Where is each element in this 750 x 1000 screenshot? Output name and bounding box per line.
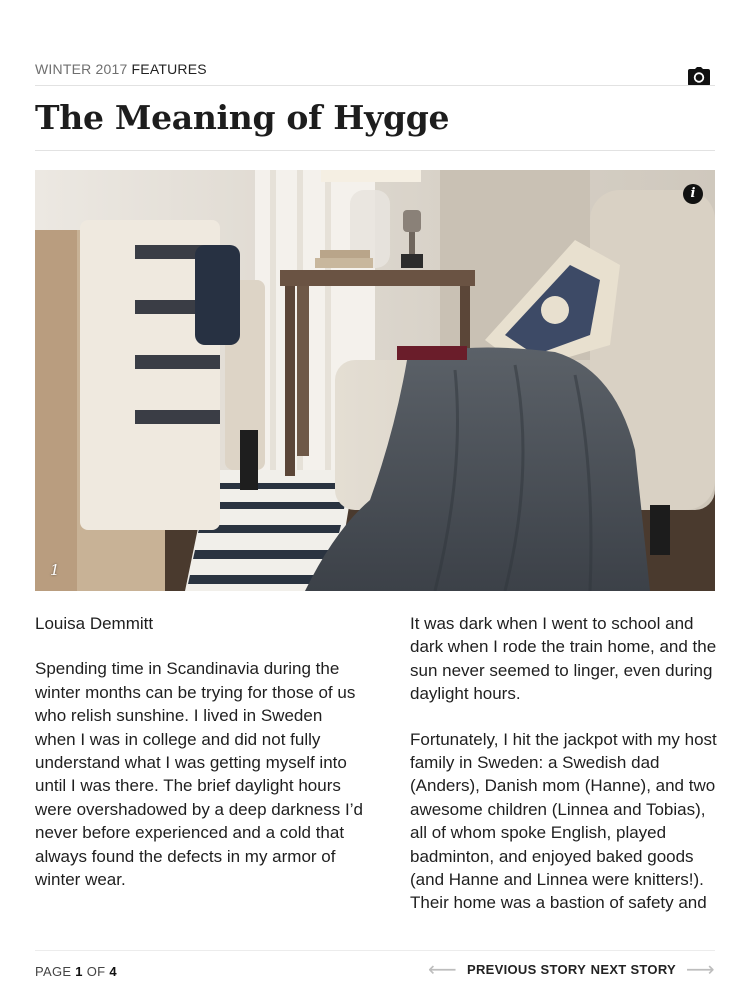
arrow-right-icon: ⟶ bbox=[686, 958, 715, 981]
living-room-illustration bbox=[35, 170, 715, 591]
next-story-button[interactable] bbox=[590, 958, 715, 981]
page-of: OF bbox=[86, 964, 106, 979]
article-photo[interactable] bbox=[35, 170, 715, 591]
page-indicator bbox=[35, 964, 117, 979]
photo-number: 1 bbox=[50, 561, 60, 579]
page-current: 1 bbox=[75, 964, 83, 979]
body-paragraph: Spending time in Scandinavia during the winter months can be trying for those of us who relish sunshine. I lived in Sweden when I was in college and did not fully understand what I was getting myself into until I was there. The brief daylight hours were overshadowed by a deep darkness I’d never before experienced and a cold that always found the defects in my armor of winter wear. bbox=[35, 659, 363, 890]
camera-button[interactable] bbox=[686, 64, 712, 90]
article-column-left bbox=[35, 612, 365, 913]
body-paragraph: Fortunately, I hit the jackpot with my host family in Sweden: a Swedish dad (Anders), Danish mom (Hanne), and two awesome children (Linnea and Tobias), all of whom spoke English, played badminton, and enjoyed baked goods (and Hanne and Linnea were knitters!). Their home was a bastion of safety and bbox=[410, 729, 717, 913]
previous-story-button[interactable] bbox=[428, 958, 587, 981]
issue-label: WINTER 2017 bbox=[35, 61, 128, 77]
previous-story-label: PREVIOUS STORY bbox=[466, 962, 587, 977]
footer-divider bbox=[35, 950, 715, 951]
page-prefix: PAGE bbox=[35, 964, 72, 979]
body-paragraph: It was dark when I went to school and dark when I rode the train home, and the sun never seemed to linger, even during daylight hours. bbox=[410, 614, 717, 704]
article-column-right bbox=[410, 612, 720, 937]
author-name: Louisa Demmitt bbox=[35, 614, 154, 633]
header-divider bbox=[35, 85, 715, 86]
article-title: The Meaning of Hygge bbox=[35, 98, 450, 137]
title-divider bbox=[35, 150, 715, 151]
issue-kicker bbox=[35, 61, 207, 77]
info-button[interactable]: i bbox=[683, 184, 703, 204]
arrow-left-icon: ⟵ bbox=[428, 958, 457, 981]
page-total: 4 bbox=[109, 964, 117, 979]
next-story-label: NEXT STORY bbox=[590, 962, 677, 977]
section-label: FEATURES bbox=[131, 61, 207, 77]
